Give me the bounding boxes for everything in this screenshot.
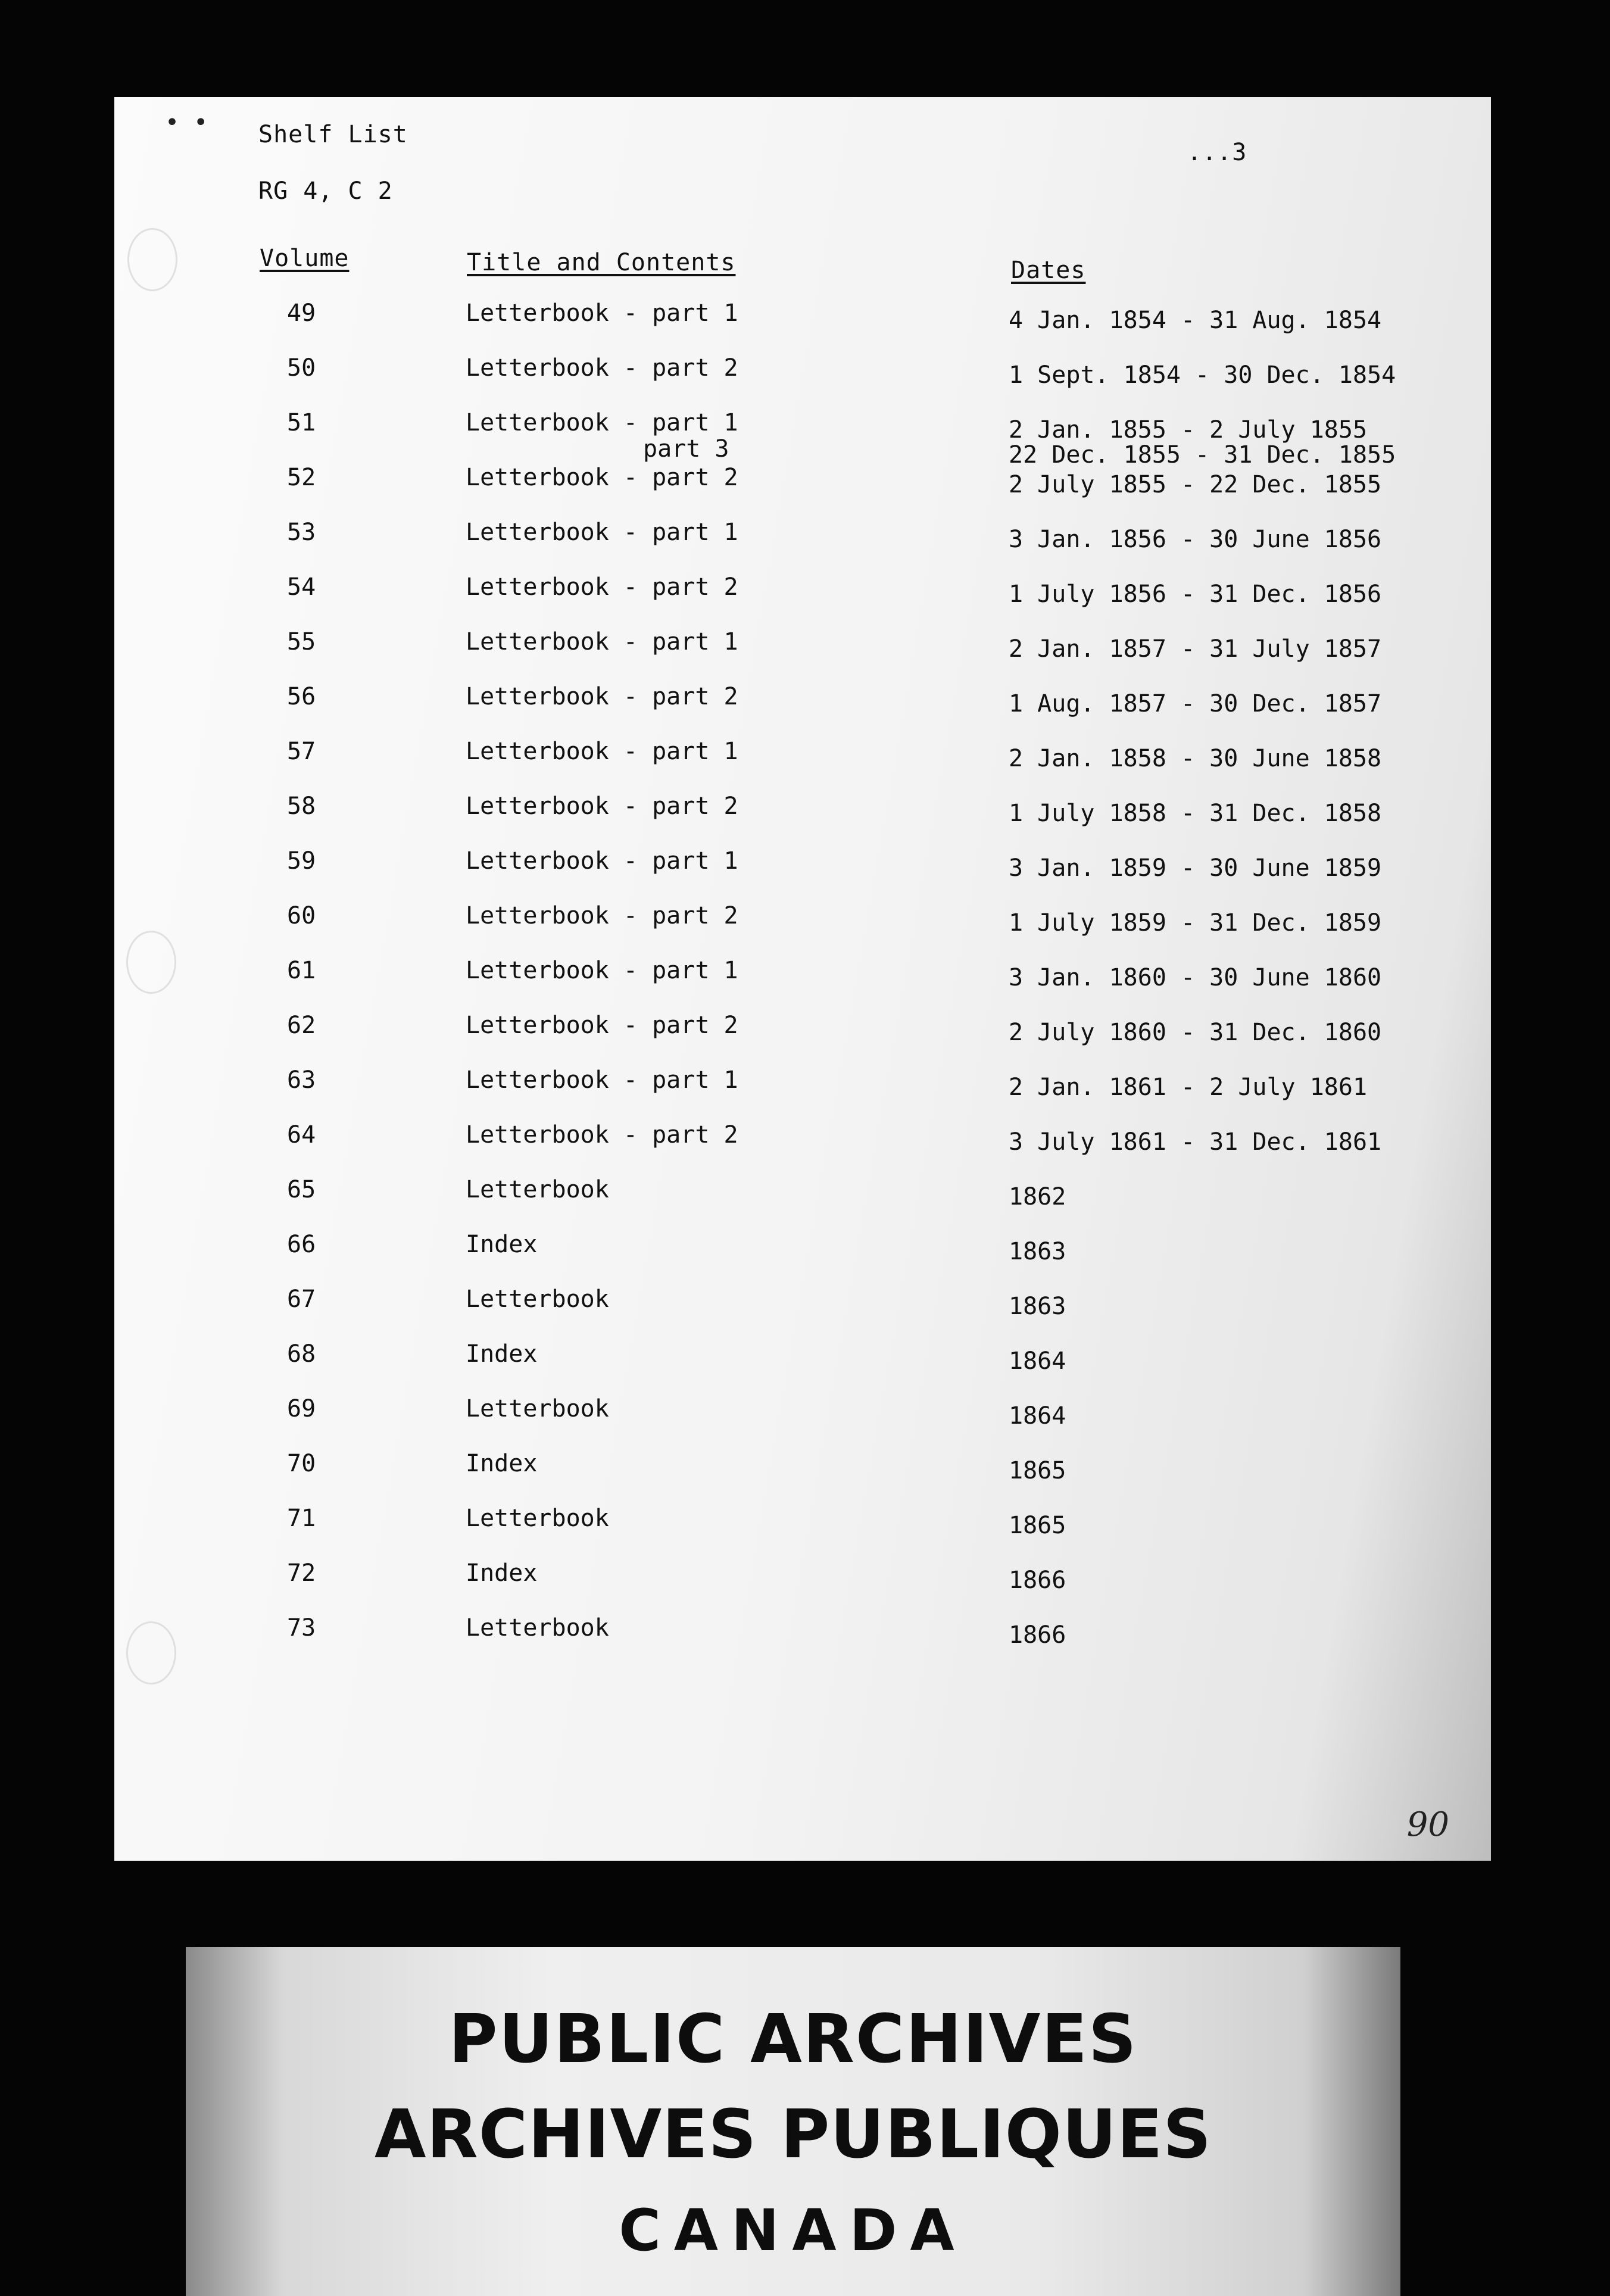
table-row (114, 847, 1491, 902)
table-row (114, 1176, 1491, 1231)
table-row (114, 573, 1491, 628)
plate-line-public-archives: PUBLIC ARCHIVES (448, 2001, 1138, 2078)
table-row (114, 1614, 1491, 1669)
volume-number: 59 (287, 847, 316, 875)
date-range: 1866 (1009, 1567, 1066, 1594)
table-row (114, 1066, 1491, 1121)
page-reference: ...3 (1187, 139, 1247, 166)
title-contents: Letterbook - part 1 (466, 1066, 738, 1094)
date-range: 2 Jan. 1861 - 2 July 1861 (1009, 1074, 1368, 1101)
table-row (114, 354, 1491, 409)
volume-number: 58 (287, 793, 316, 820)
column-header-volume: Volume (260, 245, 350, 272)
plate-line-archives-publiques: ARCHIVES PUBLIQUES (374, 2096, 1212, 2173)
volume-number: 70 (287, 1450, 316, 1477)
date-range: 1864 (1009, 1347, 1066, 1375)
date-range: 1863 (1009, 1293, 1066, 1320)
title-contents: Index (466, 1231, 538, 1258)
column-header-dates: Dates (1011, 257, 1086, 284)
date-range: 3 July 1861 - 31 Dec. 1861 (1009, 1128, 1382, 1156)
title-contents: Letterbook - part 1 (466, 409, 738, 436)
table-row (114, 793, 1491, 847)
title-contents: Index (466, 1340, 538, 1368)
date-range: 3 Jan. 1860 - 30 June 1860 (1009, 964, 1382, 991)
date-range: 1863 (1009, 1238, 1066, 1265)
title-contents: Index (466, 1450, 538, 1477)
title-contents: Letterbook (466, 1395, 609, 1422)
table-row (114, 1395, 1491, 1450)
date-range: 2 Jan. 1858 - 30 June 1858 (1009, 745, 1382, 772)
date-range: 1865 (1009, 1457, 1066, 1484)
date-range: 2 Jan. 1855 - 2 July 1855 (1009, 416, 1368, 444)
volume-number: 50 (287, 354, 316, 382)
date-range: 1 Aug. 1857 - 30 Dec. 1857 (1009, 690, 1382, 718)
title-contents: Index (466, 1559, 538, 1587)
volume-number: 57 (287, 738, 316, 765)
title-contents: Letterbook - part 1 (466, 847, 738, 875)
table-row (114, 1450, 1491, 1505)
date-range: 4 Jan. 1854 - 31 Aug. 1854 (1009, 307, 1382, 334)
column-header-title: Title and Contents (467, 249, 736, 276)
title-contents: Letterbook - part 1 (466, 300, 738, 327)
title-contents: Letterbook - part 2 (466, 683, 738, 710)
table-row (114, 1286, 1491, 1340)
title-contents: Letterbook (466, 1286, 609, 1313)
archive-plate (186, 1947, 1400, 2296)
table-row (114, 683, 1491, 738)
table-row (114, 628, 1491, 683)
title-contents: Letterbook - part 2 (466, 573, 738, 601)
table-row (114, 519, 1491, 573)
stray-marks: • • (165, 109, 208, 136)
record-group-label: RG 4, C 2 (258, 177, 393, 205)
title-contents: Letterbook - part 1 (466, 738, 738, 765)
title-contents: Letterbook - part 1 (466, 957, 738, 984)
date-range: 3 Jan. 1859 - 30 June 1859 (1009, 854, 1382, 882)
volume-number: 67 (287, 1286, 316, 1313)
title-contents: Letterbook - part 1 (466, 628, 738, 656)
plate-line-canada: CANADA (619, 2197, 968, 2264)
volume-number: 73 (287, 1614, 316, 1642)
date-range: 1865 (1009, 1512, 1066, 1539)
table-row (114, 1121, 1491, 1176)
date-range: 2 Jan. 1857 - 31 July 1857 (1009, 635, 1382, 663)
volume-number: 52 (287, 464, 316, 491)
volume-number: 63 (287, 1066, 316, 1094)
title-contents: Letterbook - part 2 (466, 1121, 738, 1149)
table-row (114, 435, 1491, 519)
volume-number: 62 (287, 1012, 316, 1039)
date-range: 1866 (1009, 1621, 1066, 1649)
volume-number: 53 (287, 519, 316, 546)
table-row (114, 1231, 1491, 1286)
date-range: 1 July 1856 - 31 Dec. 1856 (1009, 581, 1382, 608)
title-contents: Letterbook - part 2 (466, 464, 738, 491)
title-contents: Letterbook (466, 1614, 609, 1642)
date-range: 3 Jan. 1856 - 30 June 1856 (1009, 526, 1382, 553)
table-row (114, 957, 1491, 1012)
volume-number: 71 (287, 1505, 316, 1532)
date-range: 1864 (1009, 1402, 1066, 1430)
date-range: 1 Sept. 1854 - 30 Dec. 1854 (1009, 361, 1396, 389)
volume-number: 64 (287, 1121, 316, 1149)
volume-number: 69 (287, 1395, 316, 1422)
title-contents: Letterbook - part 2 (466, 354, 738, 382)
punch-hole (127, 228, 177, 291)
volume-number: 66 (287, 1231, 316, 1258)
date-range: 2 July 1860 - 31 Dec. 1860 (1009, 1019, 1382, 1046)
table-row (114, 1340, 1491, 1395)
date-range: 2 July 1855 - 22 Dec. 1855 (1009, 471, 1382, 498)
addendum-date-range: 22 Dec. 1855 - 31 Dec. 1855 (1009, 441, 1396, 469)
date-range: 1862 (1009, 1183, 1066, 1211)
table-row (114, 300, 1491, 354)
title-contents: Letterbook - part 2 (466, 902, 738, 929)
volume-number: 49 (287, 300, 316, 327)
title-contents: Letterbook - part 1 (466, 519, 738, 546)
title-contents: Letterbook - part 2 (466, 793, 738, 820)
handwritten-page-number: 90 (1406, 1805, 1449, 1844)
title-contents: Letterbook (466, 1176, 609, 1203)
table-row (114, 1012, 1491, 1066)
volume-number: 54 (287, 573, 316, 601)
volume-number: 65 (287, 1176, 316, 1203)
volume-number: 68 (287, 1340, 316, 1368)
date-range: 1 July 1858 - 31 Dec. 1858 (1009, 800, 1382, 827)
table-row (114, 1559, 1491, 1614)
table-row (114, 738, 1491, 793)
addendum-part-label: part 3 (643, 435, 729, 463)
volume-number: 55 (287, 628, 316, 656)
title-contents: Letterbook (466, 1505, 609, 1532)
table-row (114, 1505, 1491, 1559)
volume-number: 72 (287, 1559, 316, 1587)
date-range: 1 July 1859 - 31 Dec. 1859 (1009, 909, 1382, 937)
title-contents: Letterbook - part 2 (466, 1012, 738, 1039)
volume-number: 51 (287, 409, 316, 436)
volume-number: 56 (287, 683, 316, 710)
shelf-list-heading: Shelf List (258, 121, 408, 148)
volume-number: 61 (287, 957, 316, 984)
table-row (114, 902, 1491, 957)
document-sheet (114, 97, 1491, 1861)
volume-number: 60 (287, 902, 316, 929)
